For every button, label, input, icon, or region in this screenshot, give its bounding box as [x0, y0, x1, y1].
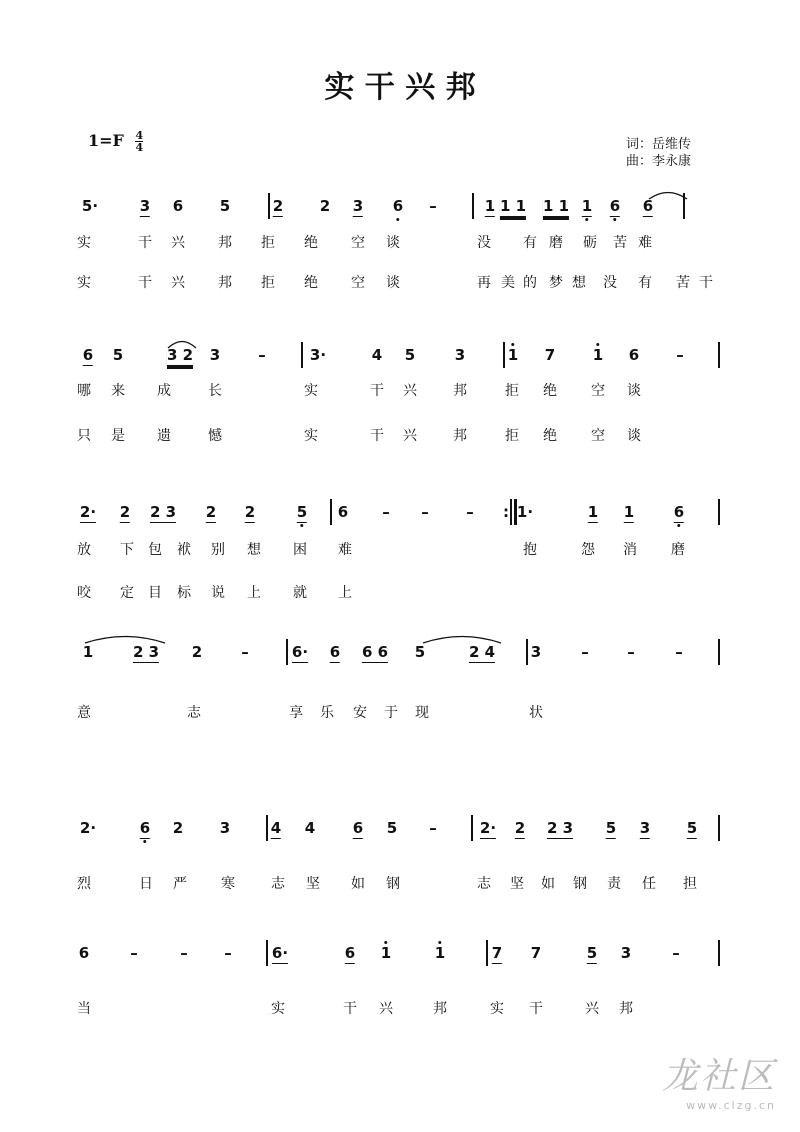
barline: [718, 940, 720, 966]
lyric-verse-1: 坚: [306, 876, 320, 892]
lyric-verse-1: 有: [523, 235, 537, 251]
note: –: [241, 643, 249, 661]
watermark-logo: 龙社区: [661, 1056, 776, 1097]
note: 5: [112, 346, 124, 364]
lyric-verse-1: 兴: [171, 235, 185, 251]
note: 2·: [479, 819, 497, 837]
lyric-verse-1: 成: [157, 383, 171, 399]
lyric-verse-1: 下: [120, 542, 134, 558]
lyric-verse-2: 没: [603, 275, 617, 291]
watermark: [662, 1048, 776, 1112]
lyric-verse-2: 憾: [208, 428, 222, 444]
time-signature-top: 4: [135, 129, 144, 142]
lyric-verse-1: 寒: [221, 876, 235, 892]
note: 3: [454, 346, 466, 364]
note: 1: [587, 503, 599, 521]
note: –: [180, 944, 188, 962]
note: 1: [380, 944, 392, 962]
note: 6: [329, 643, 341, 661]
lyric-verse-1: 责: [607, 876, 621, 892]
lyric-verse-1: 志: [271, 876, 285, 892]
notation-row-4: [0, 642, 800, 672]
lyric-verse-1: 想: [247, 542, 261, 558]
lyric-verse-1: 空: [591, 383, 605, 399]
note: 1: [623, 503, 635, 521]
lyric-verse-2: 拒: [261, 275, 275, 291]
lyric-verse-1: 状: [529, 705, 543, 721]
note: 5: [296, 503, 308, 521]
note: 4: [304, 819, 316, 837]
note: 1 1: [542, 197, 570, 215]
lyric-verse-1: 拒: [505, 383, 519, 399]
lyric-verse-2: 定: [120, 585, 134, 601]
note: 3: [639, 819, 651, 837]
note: 1: [592, 346, 604, 364]
lyric-verse-1: 钢: [386, 876, 400, 892]
note: 5: [686, 819, 698, 837]
slur: [167, 337, 197, 349]
lyric-verse-1: 志: [477, 876, 491, 892]
lyric-verse-1: 谈: [627, 383, 641, 399]
lyric-verse-1: 没: [477, 235, 491, 251]
lyric-verse-2: 就: [293, 585, 307, 601]
lyric-verse-1: 邦: [433, 1001, 447, 1017]
note: –: [627, 643, 635, 661]
lyric-verse-1: 坚: [510, 876, 524, 892]
lyric-verse-2: 只: [77, 428, 91, 444]
barline: [266, 815, 268, 841]
note: 1: [581, 197, 593, 215]
lyric-verse-1: 实: [490, 1001, 504, 1017]
time-signature-bottom: 4: [135, 141, 144, 154]
lyric-verse-1: 磨: [671, 542, 685, 558]
lyric-verse-2: 的: [523, 275, 537, 291]
note: –: [676, 346, 684, 364]
lyric-verse-2: 绝: [304, 275, 318, 291]
lyric-verse-1: 志: [187, 705, 201, 721]
lyric-verse-2: 苦: [676, 275, 690, 291]
note: 5: [414, 643, 426, 661]
lyric-verse-2: 标: [177, 585, 191, 601]
barline: [330, 499, 332, 525]
lyric-verse-1: 拒: [261, 235, 275, 251]
note: 6: [139, 819, 151, 837]
note: 3: [352, 197, 364, 215]
lyric-verse-1: 担: [683, 876, 697, 892]
lyric-verse-1: 包: [148, 542, 162, 558]
lyricist: 词：岳维传: [626, 137, 692, 152]
time-signature: [135, 130, 143, 153]
note: 7: [544, 346, 556, 364]
note: 6: [82, 346, 94, 364]
lyric-verse-2: 再: [477, 275, 491, 291]
note: 3: [530, 643, 542, 661]
note: 1: [434, 944, 446, 962]
barline: [268, 193, 270, 219]
credits: [626, 136, 691, 170]
note: 6: [673, 503, 685, 521]
lyric-verse-1: 砺: [583, 235, 597, 251]
note: 6: [628, 346, 640, 364]
note: 3: [219, 819, 231, 837]
lyric-verse-1: 现: [415, 705, 429, 721]
note: 2: [119, 503, 131, 521]
lyric-verse-2: 有: [638, 275, 652, 291]
note: 2: [172, 819, 184, 837]
lyric-verse-1: 邦: [453, 383, 467, 399]
lyric-verse-1: 苦: [613, 235, 627, 251]
barline: [471, 815, 473, 841]
note: 3·: [309, 346, 327, 364]
lyric-verse-2: 谈: [627, 428, 641, 444]
lyric-verse-2: 兴: [403, 428, 417, 444]
watermark-url: www.clzg.cn: [686, 1099, 776, 1112]
lyric-verse-1: 如: [541, 876, 555, 892]
note: 1·: [516, 503, 534, 521]
note: 2 3: [149, 503, 177, 521]
lyric-verse-2: 兴: [171, 275, 185, 291]
note: –: [382, 503, 390, 521]
lyric-verse-1: 干: [138, 235, 152, 251]
lyric-verse-2: 干: [699, 275, 713, 291]
note: 2: [319, 197, 331, 215]
lyric-verse-1: 邦: [218, 235, 232, 251]
note: –: [672, 944, 680, 962]
note: –: [429, 819, 437, 837]
barline: [718, 342, 720, 368]
note: –: [466, 503, 474, 521]
note: 3: [209, 346, 221, 364]
note: 5: [404, 346, 416, 364]
lyric-verse-2: 是: [111, 428, 125, 444]
lyric-verse-2: 干: [138, 275, 152, 291]
lyric-verse-2: 实: [304, 428, 318, 444]
note: 1 1: [499, 197, 527, 215]
lyric-verse-2: 空: [351, 275, 365, 291]
barline: [526, 639, 528, 665]
lyric-verse-1: 绝: [304, 235, 318, 251]
lyric-verse-1: 意: [77, 705, 91, 721]
barline: [718, 639, 720, 665]
note: –: [429, 197, 437, 215]
lyric-verse-1: 空: [351, 235, 365, 251]
key-label: 1=F: [88, 131, 124, 150]
lyric-verse-1: 放: [77, 542, 91, 558]
lyric-verse-2: 想: [572, 275, 586, 291]
note: 2·: [79, 819, 97, 837]
lyric-verse-2: 邦: [218, 275, 232, 291]
note: 2: [272, 197, 284, 215]
note: 4: [270, 819, 282, 837]
lyric-verse-1: 绝: [543, 383, 557, 399]
lyric-verse-1: 抱: [523, 542, 537, 558]
lyric-verse-1: 实: [271, 1001, 285, 1017]
note: –: [130, 944, 138, 962]
lyric-verse-1: 兴: [379, 1001, 393, 1017]
lyric-verse-2: 美: [501, 275, 515, 291]
note: 5·: [81, 197, 99, 215]
lyric-verse-1: 干: [370, 383, 384, 399]
lyric-verse-1: 邦: [619, 1001, 633, 1017]
lyric-verse-1: 难: [338, 542, 352, 558]
barline: [486, 940, 488, 966]
note: 5: [586, 944, 598, 962]
lyric-verse-1: 兴: [403, 383, 417, 399]
note: –: [224, 944, 232, 962]
lyric-verse-1: 来: [111, 383, 125, 399]
lyric-verse-1: 别: [211, 542, 225, 558]
note: 2: [205, 503, 217, 521]
lyric-verse-1: 于: [384, 705, 398, 721]
note: 6: [642, 197, 654, 215]
lyric-verse-2: 干: [370, 428, 384, 444]
lyric-verse-1: 磨: [549, 235, 563, 251]
note: 3 2: [166, 346, 194, 364]
lyric-verse-2: 梦: [549, 275, 563, 291]
key-signature: [88, 130, 143, 153]
barline: [266, 940, 268, 966]
note: 6: [392, 197, 404, 215]
note: 1: [82, 643, 94, 661]
note: 2: [191, 643, 203, 661]
lyric-verse-1: 干: [343, 1001, 357, 1017]
lyric-verse-1: 消: [623, 542, 637, 558]
lyric-verse-1: 安: [353, 705, 367, 721]
note: –: [258, 346, 266, 364]
lyric-verse-2: 绝: [543, 428, 557, 444]
note: 6: [172, 197, 184, 215]
repeat-barline: [510, 499, 512, 525]
note: 2 3: [132, 643, 160, 661]
lyric-verse-2: 谈: [386, 275, 400, 291]
note: 7: [530, 944, 542, 962]
note: 2 3: [546, 819, 574, 837]
note: 6·: [271, 944, 289, 962]
note: 6 6: [361, 643, 389, 661]
lyric-verse-1: 当: [77, 1001, 91, 1017]
lyric-verse-2: 上: [247, 585, 261, 601]
note: 6: [344, 944, 356, 962]
lyric-verse-1: 严: [173, 876, 187, 892]
repeat-dots: :: [503, 503, 509, 521]
barline: [718, 499, 720, 525]
note: 2 4: [468, 643, 496, 661]
notation-row-5: [0, 818, 800, 848]
barline: [472, 193, 474, 219]
note: –: [581, 643, 589, 661]
slur: [422, 632, 502, 644]
note: 2: [244, 503, 256, 521]
notation-row-1: [0, 196, 800, 226]
notation-row-2: [0, 345, 800, 375]
composer: 曲：李永康: [626, 154, 692, 169]
lyric-verse-1: 困: [293, 542, 307, 558]
note: 1: [484, 197, 496, 215]
lyric-verse-2: 空: [591, 428, 605, 444]
note: 2: [514, 819, 526, 837]
lyric-verse-2: 咬: [77, 585, 91, 601]
barline: [503, 342, 505, 368]
notation-row-6: [0, 943, 800, 973]
note: 5: [605, 819, 617, 837]
note: 6: [609, 197, 621, 215]
lyric-verse-1: 袱: [177, 542, 191, 558]
lyric-verse-1: 长: [208, 383, 222, 399]
lyric-verse-2: 目: [148, 585, 162, 601]
lyric-verse-1: 日: [139, 876, 153, 892]
slur: [648, 188, 688, 200]
barline: [301, 342, 303, 368]
note: 6: [78, 944, 90, 962]
lyric-verse-1: 怨: [581, 542, 595, 558]
note: 1: [507, 346, 519, 364]
lyric-verse-2: 遗: [157, 428, 171, 444]
lyric-verse-1: 哪: [77, 383, 91, 399]
lyric-verse-2: 上: [338, 585, 352, 601]
note: 6: [337, 503, 349, 521]
barline: [286, 639, 288, 665]
note: –: [675, 643, 683, 661]
lyric-verse-1: 实: [304, 383, 318, 399]
slur: [84, 632, 166, 644]
lyric-verse-1: 难: [638, 235, 652, 251]
note: 6: [352, 819, 364, 837]
note: 5: [386, 819, 398, 837]
lyric-verse-2: 邦: [453, 428, 467, 444]
note: 5: [219, 197, 231, 215]
note: 3: [139, 197, 151, 215]
lyric-verse-2: 实: [77, 275, 91, 291]
lyric-verse-1: 钢: [573, 876, 587, 892]
lyric-verse-1: 乐: [320, 705, 334, 721]
note: –: [421, 503, 429, 521]
lyric-verse-2: 说: [211, 585, 225, 601]
note: 4: [371, 346, 383, 364]
song-title: 实 干 兴 邦: [324, 70, 476, 105]
lyric-verse-1: 实: [77, 235, 91, 251]
note: 6·: [291, 643, 309, 661]
notation-row-3: [0, 502, 800, 532]
note: 2·: [79, 503, 97, 521]
lyric-verse-1: 任: [642, 876, 656, 892]
lyric-verse-2: 拒: [505, 428, 519, 444]
lyric-verse-1: 如: [351, 876, 365, 892]
barline: [718, 815, 720, 841]
note: 3: [620, 944, 632, 962]
lyric-verse-1: 享: [289, 705, 303, 721]
note: 7: [491, 944, 503, 962]
lyric-verse-1: 烈: [77, 876, 91, 892]
lyric-verse-1: 干: [529, 1001, 543, 1017]
lyric-verse-1: 谈: [386, 235, 400, 251]
lyric-verse-1: 兴: [585, 1001, 599, 1017]
